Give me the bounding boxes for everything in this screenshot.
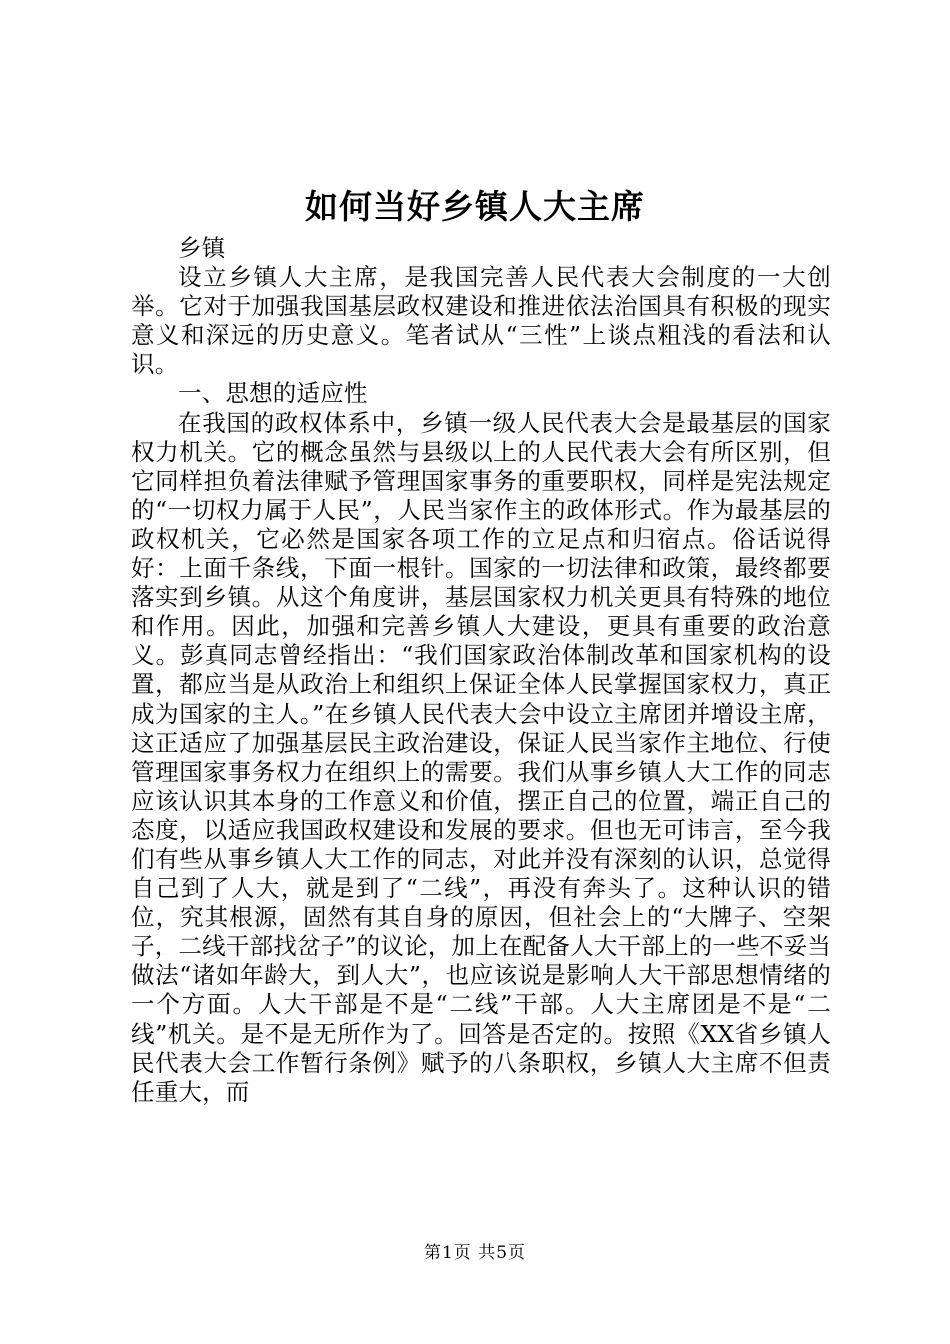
paragraph-body: 在我国的政权体系中，乡镇一级人民代表大会是最基层的国家权力机关。它的概念虽然与县级以上的人民代表大会有所区别，但它同样担负着法律赋予管理国家事务的重要职权，同样是宪法规定的“一切权力属于人民”，人民当家作主的政体形式。作为最基层的政权机关，它必然是国家各项工作的立足点和归宿点。俗话说得好：上面千条线，下面一根针。国家的一切法律和政策，最终都要落实到乡镇。从这个角度讲，基层国家权力机关更具有特殊的地位和作用。因此，加强和完善乡镇人大建设，更具有重要的政治意义。彭真同志曾经指出：“我们国家政治体制改革和国家机构的设置，都应当是从政治上和组织上保证全体人民掌握国家权力，真正成为国家的主人。”在乡镇人民代表大会中设立主席团并增设主席，这正适应了加强基层民主政治建设，保证人民当家作主地位、行使管理国家事务权力在组织上的需要。我们从事乡镇人大工作的同志应该认识其本身的工作意义和价值，摆正自己的位置，端正自己的态度，以适应我国政权建设和发展的要求。但也无可讳言，至今我们有些从事乡镇人大工作的同志，对此并没有深刻的认识，总觉得自己到了人大，就是到了“二线”，再没有奔头了。这种认识的错位，究其根源，固然有其自身的原因，但社会上的“大牌子、空架子，二线干部找岔子”的议论，加上在配备人大干部上的一些不妥当做法“诸如年龄大，到人大”，也应该说是影响人大干部思想情绪的一个方面。人大干部是不是“二线”干部。人大主席团是不是“二线”机关。是不是无所作为了。回答是否定的。按照《XX省乡镇人民代表大会工作暂行条例》赋予的八条职权，乡镇人大主席不但责任重大，而 [131, 408, 831, 1106]
paragraph-intro: 设立乡镇人大主席，是我国完善人民代表大会制度的一大创举。它对于加强我国基层政权建设和推进依法治国具有积极的现实意义和深远的历史意义。笔者试从“三性”上谈点粗浅的看法和认识。 [131, 263, 831, 379]
section-heading: 一、思想的适应性 [178, 379, 368, 408]
page-number-footer: 第1页 共5页 [423, 1243, 527, 1263]
paragraph-subtitle: 乡镇 [178, 234, 226, 262]
document-title: 如何当好乡镇人大主席 [305, 187, 645, 226]
document-body [131, 234, 831, 1107]
